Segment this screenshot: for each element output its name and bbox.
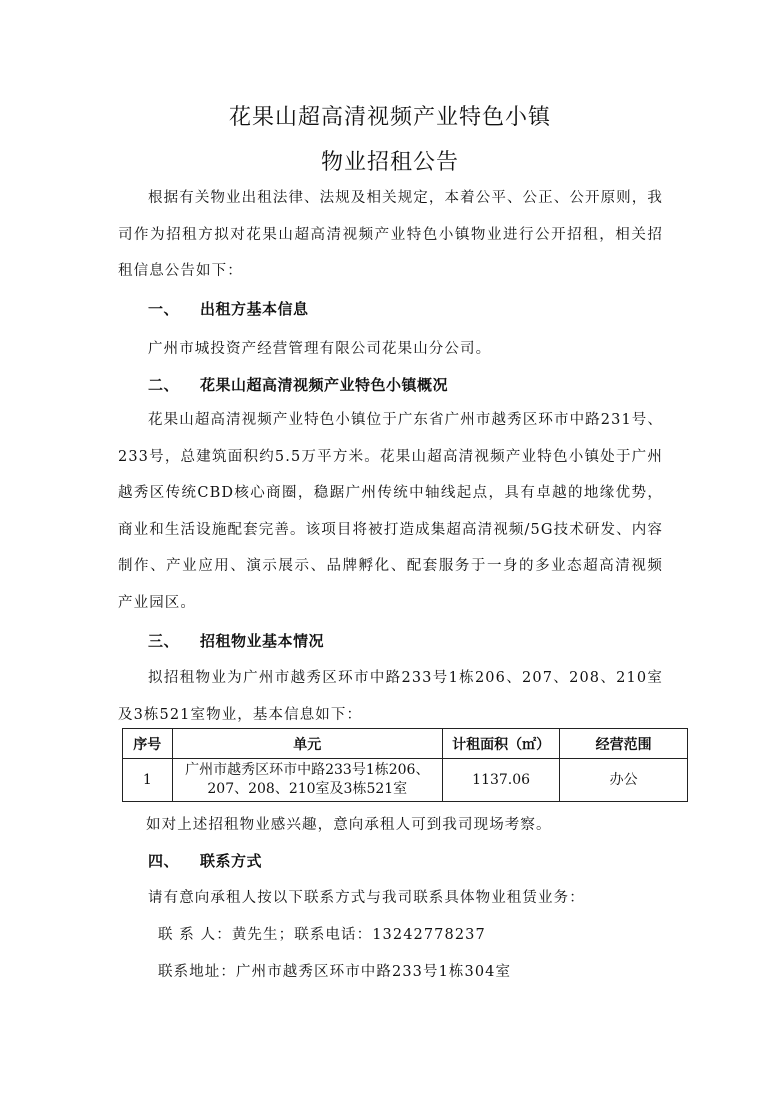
section2-number: 二、 <box>148 376 180 394</box>
section3-title: 招租物业基本情况 <box>200 632 325 650</box>
cell-unit-line1: 广州市越秀区环市中路233号1栋206、 <box>185 762 430 778</box>
header-area: 计租面积（㎡） <box>442 729 559 759</box>
cell-unit-line2: 207、208、210室及3栋521室 <box>207 781 408 797</box>
section2-heading <box>148 374 448 395</box>
document-title-line1: 花果山超高清视频产业特色小镇 <box>228 105 551 130</box>
cell-area: 1137.06 <box>442 759 559 802</box>
property-info-table <box>122 728 688 802</box>
section4-body: 请有意向承租人按以下联系方式与我司联系具体物业租赁业务： <box>148 890 585 906</box>
section3-body: 拟招租物业为广州市越秀区环市中路233号1栋206、207、208、210室及3栋521室物业，基本信息如下： <box>118 670 663 723</box>
section1-heading <box>148 298 309 319</box>
section4-heading <box>148 850 262 871</box>
cell-unit <box>172 759 442 802</box>
section1-body: 广州市城投资产经营管理有限公司花果山分公司。 <box>148 341 492 357</box>
intro-paragraph: 根据有关物业出租法律、法规及相关规定，本着公平、公正、公开原则，我司作为招租方拟对花果山超高清视频产业特色小镇物业进行公开招租，相关招租信息公告如下： <box>118 190 663 279</box>
section3-number: 三、 <box>148 632 180 650</box>
header-unit: 单元 <box>172 729 442 759</box>
section1-number: 一、 <box>148 300 180 318</box>
contact-address: 联系地址：广州市越秀区环市中路233号1栋304室 <box>158 964 512 980</box>
section2-title: 花果山超高清视频产业特色小镇概况 <box>200 376 449 394</box>
cell-no: 1 <box>123 759 173 802</box>
header-scope: 经营范围 <box>560 729 688 759</box>
section3-note: 如对上述招租物业感兴趣，意向承租人可到我司现场考察。 <box>146 817 552 833</box>
section1-title: 出租方基本信息 <box>200 300 309 318</box>
section2-body: 花果山超高清视频产业特色小镇位于广东省广州市越秀区环市中路231号、233号，总建筑面积约5.5万平方米。花果山超高清视频产业特色小镇处于广州越秀区传统CBD核心商圈，稳踞广州传统中轴线起点，具有卓越的地缘优势，商业和生活设施配套完善。该项目将被打造成集超高清视频/5G技术研发、内容制作、产业应用、演示展示、品牌孵化、配套服务于一身的多业态超高清视频产业园区。 <box>118 412 663 611</box>
cell-scope: 办公 <box>560 759 688 802</box>
table-header-row <box>123 729 688 759</box>
header-no: 序号 <box>123 729 173 759</box>
contact-person: 联 系 人：黄先生；联系电话：13242778237 <box>158 927 486 943</box>
document-title-line2: 物业招租公告 <box>320 150 459 175</box>
table-row <box>123 759 688 802</box>
section4-number: 四、 <box>148 852 180 870</box>
section3-heading <box>148 630 324 651</box>
section4-title: 联系方式 <box>200 852 263 870</box>
